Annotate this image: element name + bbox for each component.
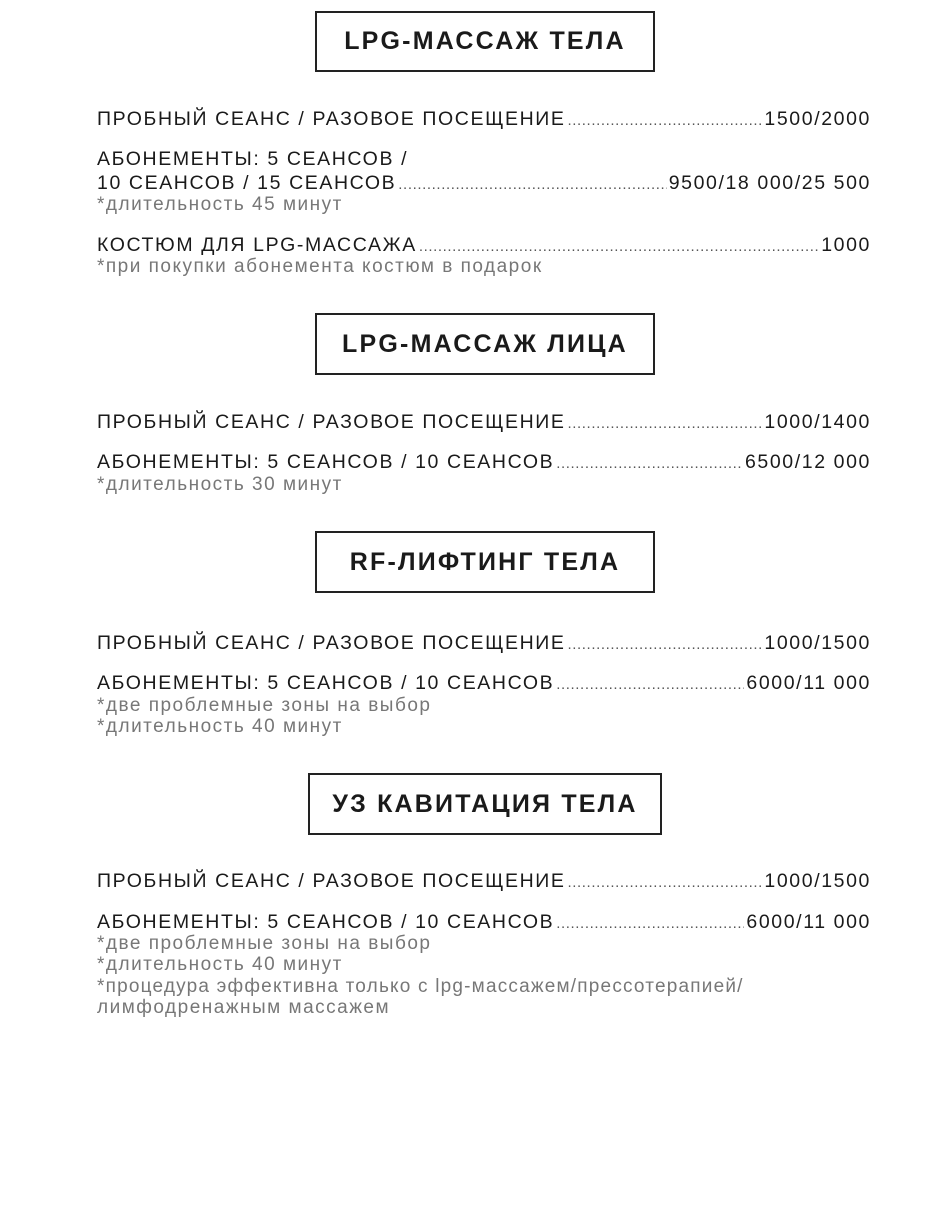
service-price: 6500/12 000	[744, 451, 871, 473]
service-label: АБОНЕМЕНТЫ: 5 СЕАНСОВ / 10 СЕАНСОВ	[97, 672, 555, 694]
service-note: *длительность 30 минут	[97, 474, 343, 495]
section-title-lpg-body: LPG-МАССАЖ ТЕЛА	[315, 11, 655, 72]
service-price: 6000/11 000	[746, 672, 871, 694]
price-row-trial	[97, 410, 871, 434]
service-note: лимфодренажным массажем	[97, 997, 391, 1018]
dot-leader	[556, 912, 744, 936]
service-note: *две проблемные зоны на выбор	[97, 933, 432, 954]
dot-leader	[567, 871, 762, 895]
service-label: ПРОБНЫЙ СЕАНС / РАЗОВОЕ ПОСЕЩЕНИЕ	[97, 870, 566, 892]
service-note: *процедура эффективна только с lpg-массажем/прессотерапией/	[97, 976, 744, 997]
price-row-trial	[97, 869, 871, 893]
price-row-subscriptions	[97, 671, 871, 695]
price-row-suit	[97, 233, 871, 257]
section-title-rf-lifting: RF-ЛИФТИНГ ТЕЛА	[315, 531, 655, 593]
service-price: 1000/1500	[764, 870, 871, 892]
service-price: 9500/18 000/25 500	[668, 172, 871, 194]
price-row-trial	[97, 631, 871, 655]
service-price: 1000	[821, 234, 871, 256]
service-note: *длительность 40 минут	[97, 954, 343, 975]
service-label: ПРОБНЫЙ СЕАНС / РАЗОВОЕ ПОСЕЩЕНИЕ	[97, 108, 566, 130]
dot-leader	[567, 633, 762, 657]
dot-leader	[398, 173, 666, 197]
service-label: 10 СЕАНСОВ / 15 СЕАНСОВ	[97, 172, 397, 194]
service-price: 1000/1500	[764, 632, 871, 654]
price-row-subscriptions	[97, 910, 871, 934]
price-row-subscriptions	[97, 450, 871, 474]
dot-leader	[556, 673, 744, 697]
price-row-trial	[97, 107, 871, 131]
service-label: ПРОБНЫЙ СЕАНС / РАЗОВОЕ ПОСЕЩЕНИЕ	[97, 632, 566, 654]
service-note: *при покупки абонемента костюм в подарок	[97, 256, 543, 277]
service-label: АБОНЕМЕНТЫ: 5 СЕАНСОВ / 10 СЕАНСОВ	[97, 451, 555, 473]
service-note: *длительность 40 минут	[97, 716, 343, 737]
service-price: 6000/11 000	[746, 911, 871, 933]
service-note: *две проблемные зоны на выбор	[97, 695, 432, 716]
service-price: 1500/2000	[764, 108, 871, 130]
section-title-lpg-face: LPG-МАССАЖ ЛИЦА	[315, 313, 655, 375]
dot-leader	[567, 109, 762, 133]
service-note: *длительность 45 минут	[97, 194, 343, 215]
service-price: 1000/1400	[764, 411, 871, 433]
service-label: ПРОБНЫЙ СЕАНС / РАЗОВОЕ ПОСЕЩЕНИЕ	[97, 411, 566, 433]
dot-leader	[556, 452, 743, 476]
service-label-line1: АБОНЕМЕНТЫ: 5 СЕАНСОВ /	[97, 148, 409, 170]
dot-leader	[567, 412, 762, 436]
service-label: КОСТЮМ ДЛЯ LPG-МАССАЖА	[97, 234, 417, 256]
service-label: АБОНЕМЕНТЫ: 5 СЕАНСОВ / 10 СЕАНСОВ	[97, 911, 555, 933]
section-title-us-cavitation: УЗ КАВИТАЦИЯ ТЕЛА	[308, 773, 662, 835]
price-row-subscriptions	[97, 171, 871, 195]
